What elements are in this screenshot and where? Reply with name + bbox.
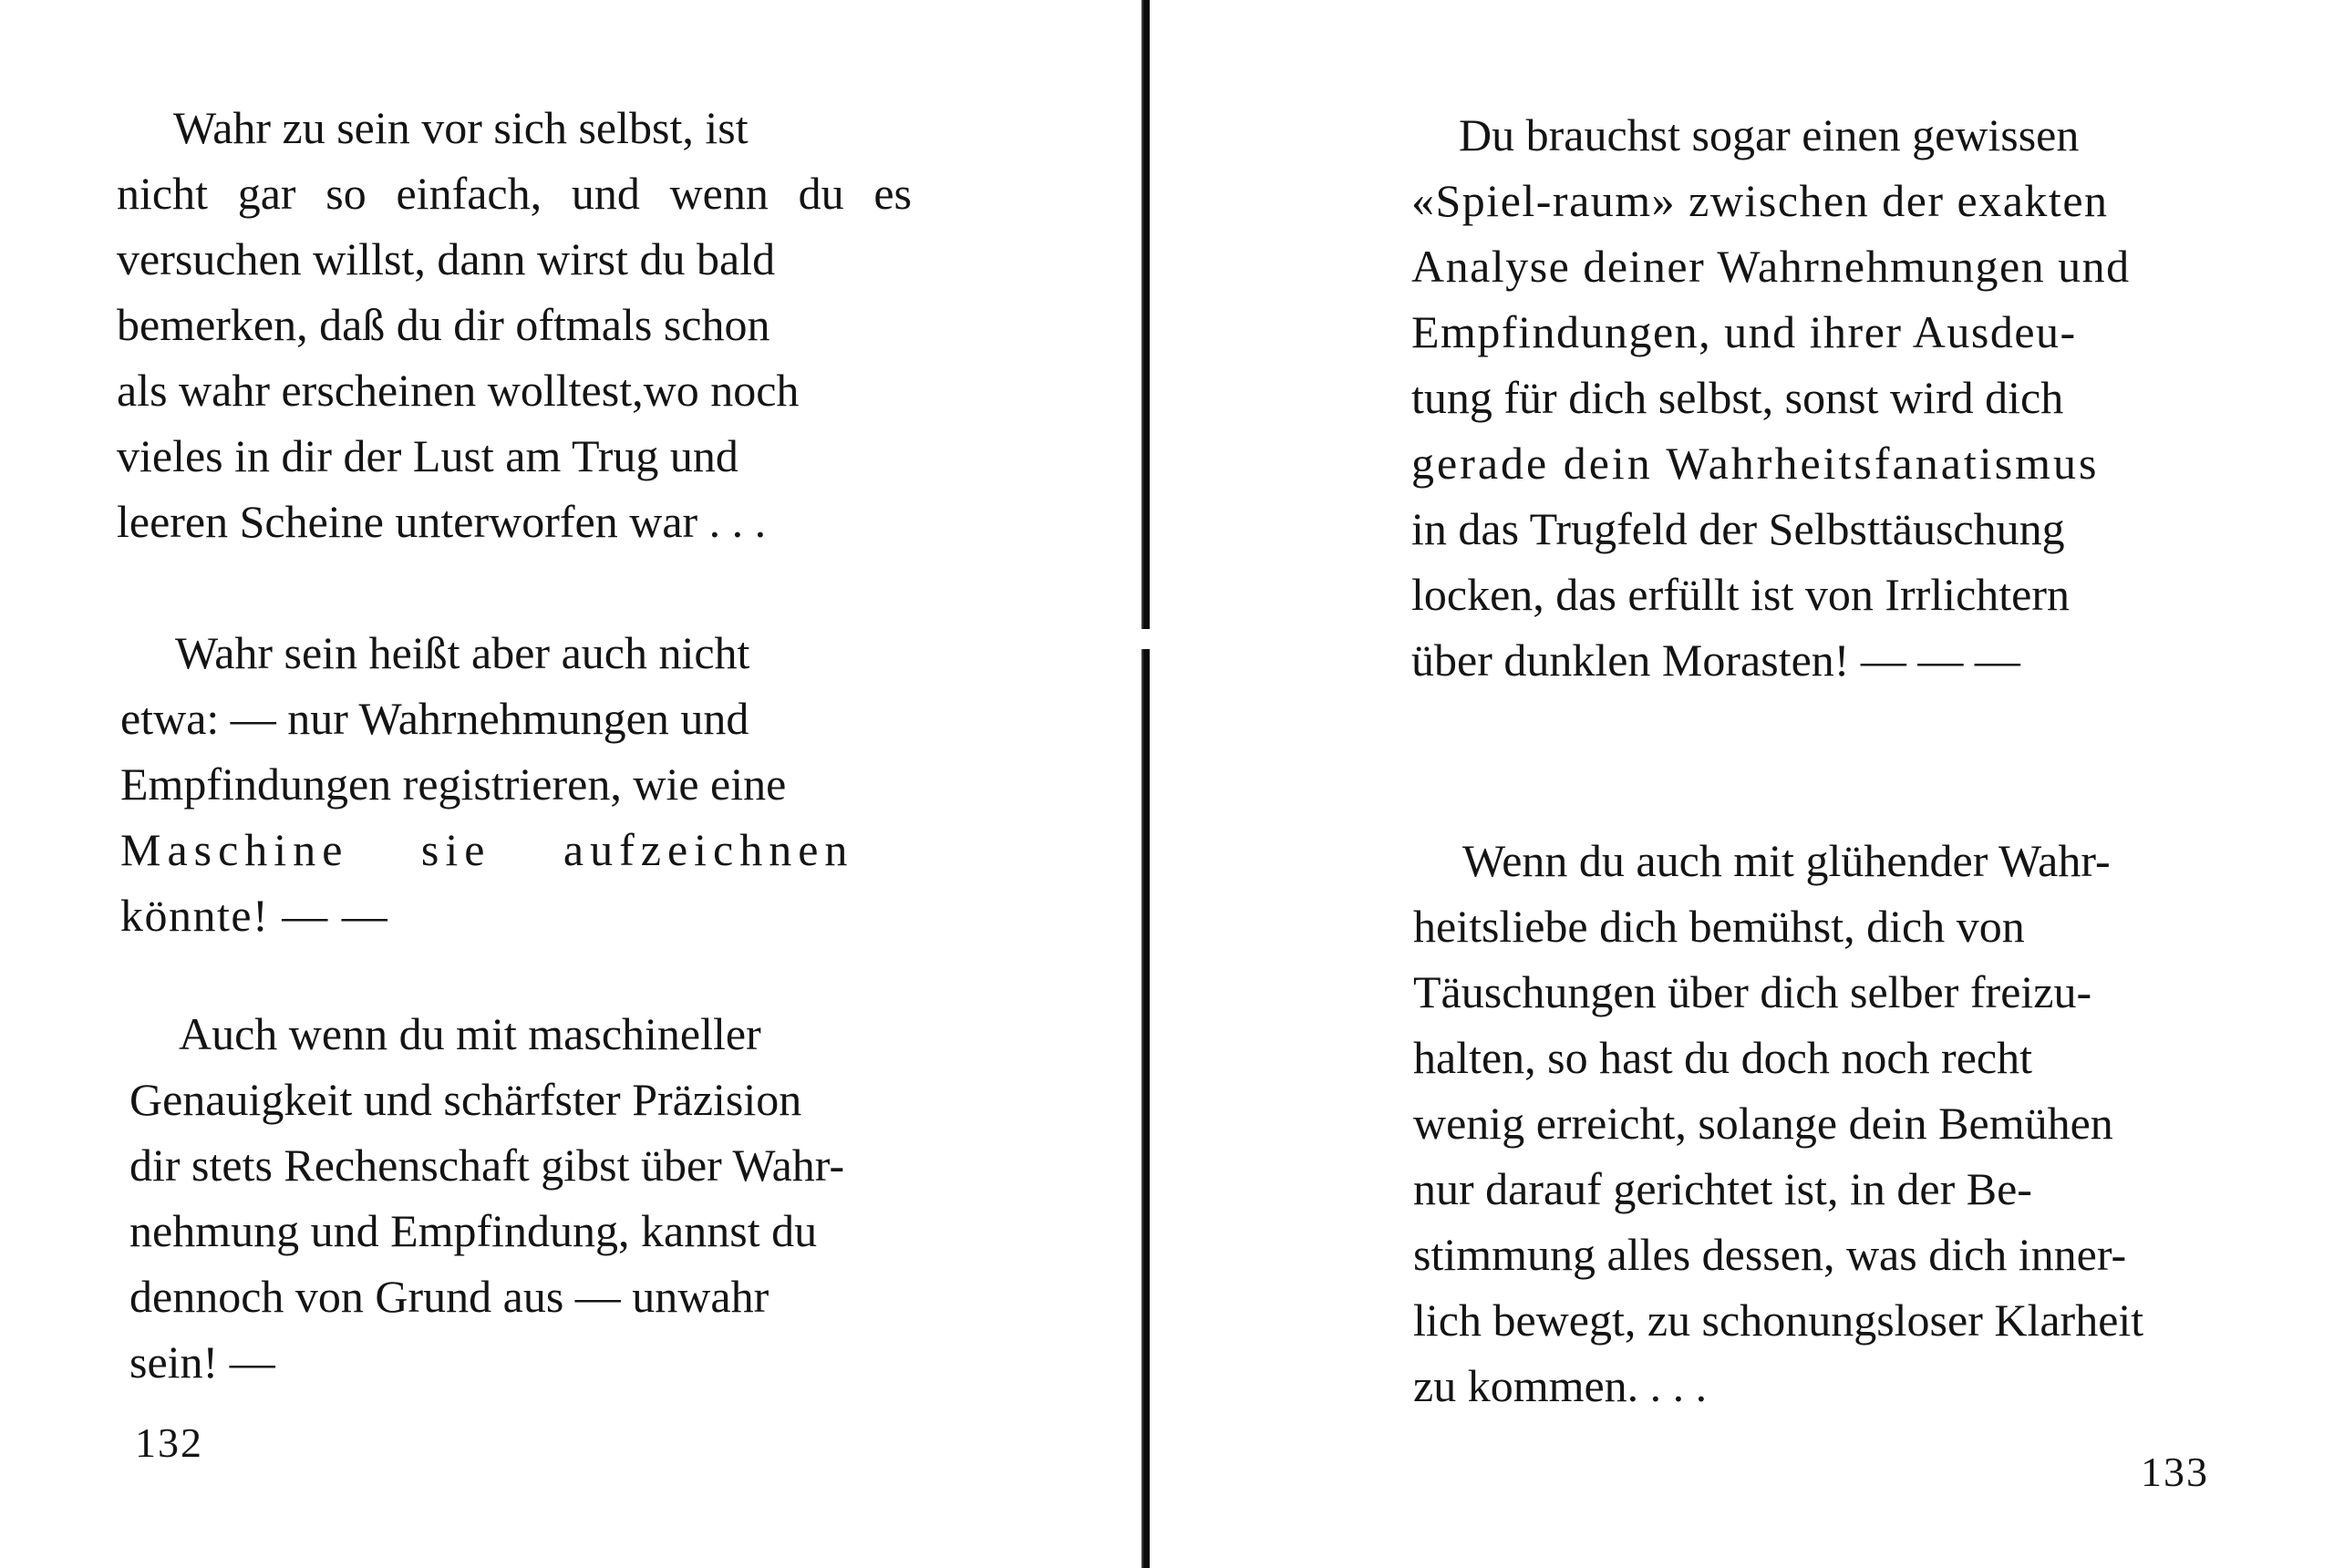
text-line: stimmung alles dessen, was dich inner- xyxy=(1413,1229,2127,1280)
text-line: dir stets Rechenschaft gibst über Wahr- xyxy=(129,1140,845,1191)
left-paragraph-1 xyxy=(117,95,912,554)
text-line: gerade dein Wahrheitsfanatismus xyxy=(1411,438,2100,489)
text-line: lich bewegt, zu schonungsloser Klarheit xyxy=(1413,1295,2144,1346)
left-paragraph-3 xyxy=(129,1001,924,1395)
text-line: dennoch von Grund aus — unwahr xyxy=(129,1271,769,1322)
text-line: vieles in dir der Lust am Trug und xyxy=(117,430,738,481)
text-line: locken, das erfüllt ist von Irrlichtern xyxy=(1411,569,2070,620)
text-line: Du brauchst sogar einen gewissen xyxy=(1459,109,2080,160)
text-line: leeren Scheine unterworfen war . . . xyxy=(117,496,767,547)
text-line: Wahr sein heißt aber auch nicht xyxy=(175,627,750,678)
text-line: Analyse deiner Wahrnehmungen und xyxy=(1411,241,2131,292)
text-line: als wahr erscheinen wolltest,wo noch xyxy=(117,365,800,416)
text-line: Empfindungen, und ihrer Ausdeu- xyxy=(1411,306,2077,357)
page-number-left: 132 xyxy=(135,1419,203,1466)
text-line: heitsliebe dich bemühst, dich von xyxy=(1413,901,2025,952)
text-line: Empfindungen registrieren, wie eine xyxy=(120,758,787,810)
text-line: über dunklen Morasten! — — — xyxy=(1411,634,2020,686)
text-line: Wenn du auch mit glühender Wahr- xyxy=(1462,835,2111,886)
text-line xyxy=(117,95,912,160)
text-line: nehmung und Empfindung, kannst du xyxy=(129,1205,818,1256)
page-number-right: 133 xyxy=(2141,1449,2209,1495)
text-line: tung für dich selbst, sonst wird dich xyxy=(1411,372,2064,423)
left-page xyxy=(0,0,1131,1568)
text-line: Täuschungen über dich selber freizu- xyxy=(1413,966,2092,1017)
left-paragraph-2 xyxy=(120,620,915,948)
text-line: in das Trugfeld der Selbsttäuschung xyxy=(1411,503,2065,554)
text-line: «Spiel-raum» zwischen der exakten xyxy=(1411,175,2109,226)
text-line: wenig erreicht, solange dein Bemühen xyxy=(1413,1098,2113,1149)
text-line: sein! — xyxy=(129,1336,275,1387)
right-paragraph-1 xyxy=(1411,102,2206,693)
right-page xyxy=(1149,0,2334,1568)
text-line: nicht gar so einfach, und wenn du es xyxy=(117,168,912,219)
text-line: bemerken, daß du dir oftmals schon xyxy=(117,299,770,350)
text-line: nur darauf gerichtet ist, in der Be- xyxy=(1413,1163,2032,1214)
text-line: zu kommen. . . . xyxy=(1413,1360,1708,1411)
text-line: könnte! — — xyxy=(120,890,389,941)
text-line: Auch wenn du mit maschineller xyxy=(179,1008,761,1059)
text-line: halten, so hast du doch noch recht xyxy=(1413,1032,2032,1083)
text-line: versuchen willst, dann wirst du bald xyxy=(117,233,776,284)
text-line-content: Wahr zu sein vor sich selbst, ist xyxy=(173,102,749,153)
text-line: Maschine sie aufzeichnen xyxy=(120,824,854,875)
text-line: etwa: — nur Wahrnehmungen und xyxy=(120,693,749,744)
right-paragraph-2 xyxy=(1413,828,2208,1418)
text-line: Genauigkeit und schärfster Präzision xyxy=(129,1074,802,1125)
